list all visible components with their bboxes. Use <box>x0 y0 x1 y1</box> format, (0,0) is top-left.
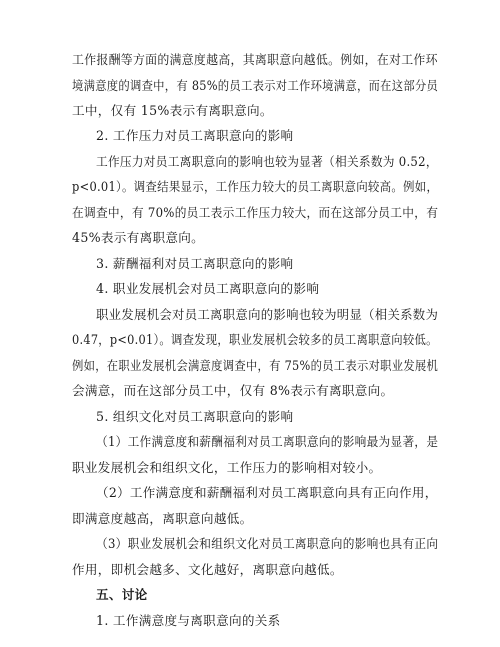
section-heading: 4. 职业发展机会对员工离职意向的影响 <box>96 281 320 296</box>
body-text-line: 0.47，p<0.01）。调查发现，职业发展机会较多的员工离职意向较低。 <box>72 332 438 347</box>
list-item-line: （2）工作满意度和薪酬福利对员工离职意向具有正向作用， <box>96 485 438 500</box>
section-heading: 3. 薪酬福利对员工离职意向的影响 <box>96 256 294 271</box>
body-text-line: 工作压力对员工离职意向的影响也较为显著（相关系数为 0.52， <box>96 154 438 169</box>
body-text-line: 工中，仅有 15%表示有离职意向。 <box>72 103 273 118</box>
body-text-line: 职业发展机会和组织文化，工作压力的影响相对较小。 <box>72 460 382 475</box>
body-text-line: 职业发展机会对员工离职意向的影响也较为明显（相关系数为 <box>96 307 439 322</box>
section-heading: 1. 工作满意度与离职意向的关系 <box>96 613 281 628</box>
list-item-line: （3）职业发展机会和组织文化对员工离职意向的影响也具有正向 <box>96 536 439 551</box>
body-text-line: 例如，在职业发展机会满意度调查中，有 75%的员工表示对职业发展机 <box>72 358 439 373</box>
body-text-line: 在调查中，有 70%的员工表示工作压力较大，而在这部分员工中，有 <box>72 205 439 220</box>
body-text-line: 工作报酬等方面的满意度越高，其离职意向越低。例如，在对工作环 <box>72 52 438 67</box>
section-heading: 2. 工作压力对员工离职意向的影响 <box>96 128 294 143</box>
body-text-line: 作用，即机会越多、文化越好，离职意向越低。 <box>72 562 343 577</box>
chapter-heading: 五、讨论 <box>96 587 148 602</box>
body-text-line: 即满意度越高，离职意向越低。 <box>72 511 253 526</box>
list-item-line: （1）工作满意度和薪酬福利对员工离职意向的影响最为显著，是 <box>96 434 439 449</box>
body-text-line: p<0.01）。调查结果显示，工作压力较大的员工离职意向较高。例如， <box>72 179 439 194</box>
section-heading: 5. 组织文化对员工离职意向的影响 <box>96 409 294 424</box>
body-text-line: 45%表示有离职意向。 <box>72 230 205 245</box>
body-text-line: 境满意度的调查中，有 85%的员工表示对工作环境满意，而在这部分员 <box>72 78 439 93</box>
body-text-line: 会满意，而在这部分员工中，仅有 8%表示有离职意向。 <box>72 383 394 398</box>
